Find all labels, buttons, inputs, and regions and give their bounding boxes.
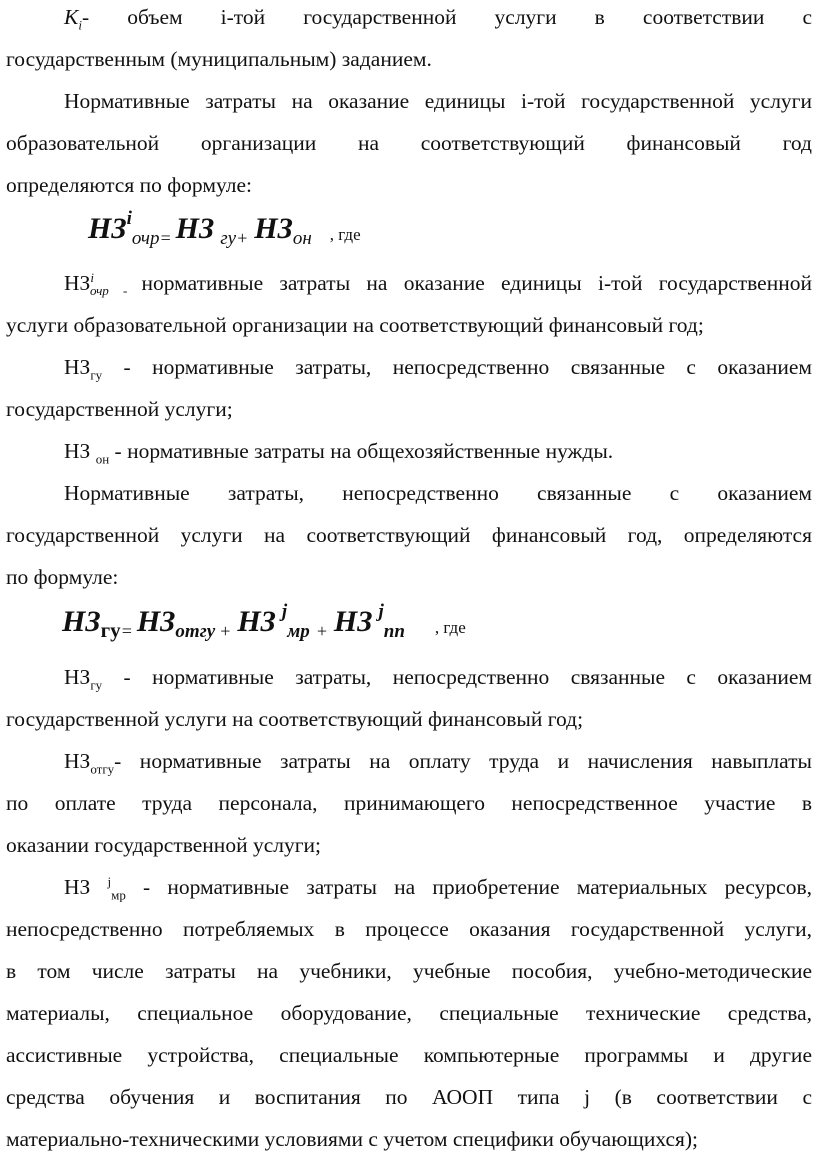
formula1-sub-on: он xyxy=(292,228,312,249)
direct-costs-intro-line1: Нормативные затраты, непосредственно связанные с оказанием xyxy=(64,481,812,505)
formula-unit-cost xyxy=(88,208,361,249)
formula2-term-nz-gu: НЗ xyxy=(62,605,101,638)
formula-direct-costs xyxy=(62,601,466,642)
def-nz-gu-line2: государственной услуги; xyxy=(6,397,233,421)
def-nz-ochr-sub: очр xyxy=(89,283,109,299)
def-nz-gu-line1 xyxy=(6,346,812,388)
formula1-equals: = xyxy=(159,228,172,248)
def-nz-otgu-text: - нормативные затраты на оплату труда и начисления навыплаты xyxy=(114,749,812,773)
def-nz-ochr-term: НЗ xyxy=(64,271,91,295)
formula2-sub-otgu: отгу xyxy=(175,621,216,642)
def-nz-mr-line7: материально-техническими условиями с учетом специфики обучающихся); xyxy=(6,1127,699,1151)
ki-symbol-sub: i xyxy=(78,17,82,33)
def-nz-gu2-line2: государственной услуги на соответствующий финансовый год; xyxy=(6,707,584,731)
formula2-sub-gu: гу xyxy=(100,618,121,642)
def-nz-on-sub: он xyxy=(95,451,110,467)
def-nz-ochr-dash: - xyxy=(108,283,142,299)
ki-definition-text: - объем i-той государственной услуги в соответствии с xyxy=(81,5,812,29)
formula2-term-nz-otgu: НЗ xyxy=(136,605,176,638)
formula1-plus: + xyxy=(236,228,249,248)
formula1-sup-i: i xyxy=(126,208,132,229)
def-nz-mr-sup: j xyxy=(107,873,112,889)
ki-definition-line2: государственным (муниципальным) заданием. xyxy=(6,47,432,71)
formula1-term-nz: НЗ xyxy=(88,212,127,245)
ki-definition-line1 xyxy=(6,0,812,38)
def-nz-mr-line3: в том числе затраты на учебники, учебные пособия, учебно-методические xyxy=(6,959,812,983)
def-nz-ochr-sup: i xyxy=(90,269,94,285)
def-nz-mr-sub: мр xyxy=(111,887,126,903)
def-nz-mr-line6: средства обучения и воспитания по АООП типа j (в соответствии с xyxy=(6,1085,812,1109)
formula2-plus2: + xyxy=(315,621,328,641)
def-nz-mr-line4: материалы, специальное оборудование, специальные технические средства, xyxy=(6,1001,812,1025)
def-nz-gu-term: НЗ xyxy=(64,355,91,379)
formula1-term-nz-on: НЗ xyxy=(254,212,293,245)
formula2-sup-j1: j xyxy=(281,601,288,622)
formula2-sub-pp: пп xyxy=(383,621,405,642)
def-nz-gu2-line1 xyxy=(6,656,812,698)
def-nz-mr-line5: ассистивные устройства, специальные компьютерные программы и другие xyxy=(6,1043,812,1067)
def-nz-gu2-sub: гу xyxy=(90,677,103,693)
normative-costs-intro-line2: образовательной организации на соответствующий финансовый год xyxy=(6,131,812,155)
formula2-term-nz-mr: НЗ xyxy=(237,605,276,638)
formula2-equals: = xyxy=(120,621,133,641)
formula1-where: , где xyxy=(329,225,361,244)
formula2-plus1: + xyxy=(219,621,232,641)
def-nz-on-term: НЗ xyxy=(64,439,91,463)
def-nz-otgu-line3: оказании государственной услуги; xyxy=(6,833,322,857)
normative-costs-intro-line1: Нормативные затраты на оказание единицы i-той государственной услуги xyxy=(64,89,812,113)
def-nz-otgu-line2: по оплате труда персонала, принимающего непосредственное участие в xyxy=(6,791,812,815)
def-nz-on-text: - нормативные затраты на общехозяйственные нужды. xyxy=(109,439,614,463)
formula1-sub-ochr: очр xyxy=(131,228,160,249)
def-nz-gu-sub: гу xyxy=(90,367,103,383)
formula1-term-nz-gu: НЗ xyxy=(175,212,215,245)
def-nz-gu2-term: НЗ xyxy=(64,665,91,689)
ki-symbol: K xyxy=(64,5,79,29)
def-nz-mr-text: - нормативные затраты на приобретение материальных ресурсов, xyxy=(125,875,812,899)
def-nz-mr-line2: непосредственно потребляемых в процессе оказания государственной услуги, xyxy=(6,917,812,941)
def-nz-ochr-text: нормативные затраты на оказание единицы i-той государственной xyxy=(141,271,812,295)
def-nz-on-line xyxy=(6,430,812,472)
def-nz-otgu-term: НЗ xyxy=(64,749,91,773)
formula1-sub-gu: гу xyxy=(220,228,237,249)
formula2-sup-j2: j xyxy=(378,601,384,622)
formula2-where: , где xyxy=(434,618,466,637)
normative-costs-intro-line3: определяются по формуле: xyxy=(6,173,253,197)
formula2-sub-mr: мр xyxy=(287,621,310,642)
def-nz-ochr-line1 xyxy=(6,262,812,304)
direct-costs-intro-line2: государственной услуги на соответствующий финансовый год, определяются xyxy=(6,523,812,547)
def-nz-ochr-line2: услуги образовательной организации на соответствующий финансовый год; xyxy=(6,313,704,337)
def-nz-mr-term: НЗ xyxy=(64,875,108,899)
def-nz-gu-text: - нормативные затраты, непосредственно связанные с оказанием xyxy=(102,355,812,379)
def-nz-otgu-line1 xyxy=(6,740,812,782)
def-nz-otgu-sub: отгу xyxy=(90,761,115,777)
formula2-term-nz-pp: НЗ xyxy=(333,605,373,638)
direct-costs-intro-line3: по формуле: xyxy=(6,565,119,589)
def-nz-gu2-text: - нормативные затраты, непосредственно связанные с оказанием xyxy=(102,665,812,689)
def-nz-mr-line1 xyxy=(6,866,812,908)
